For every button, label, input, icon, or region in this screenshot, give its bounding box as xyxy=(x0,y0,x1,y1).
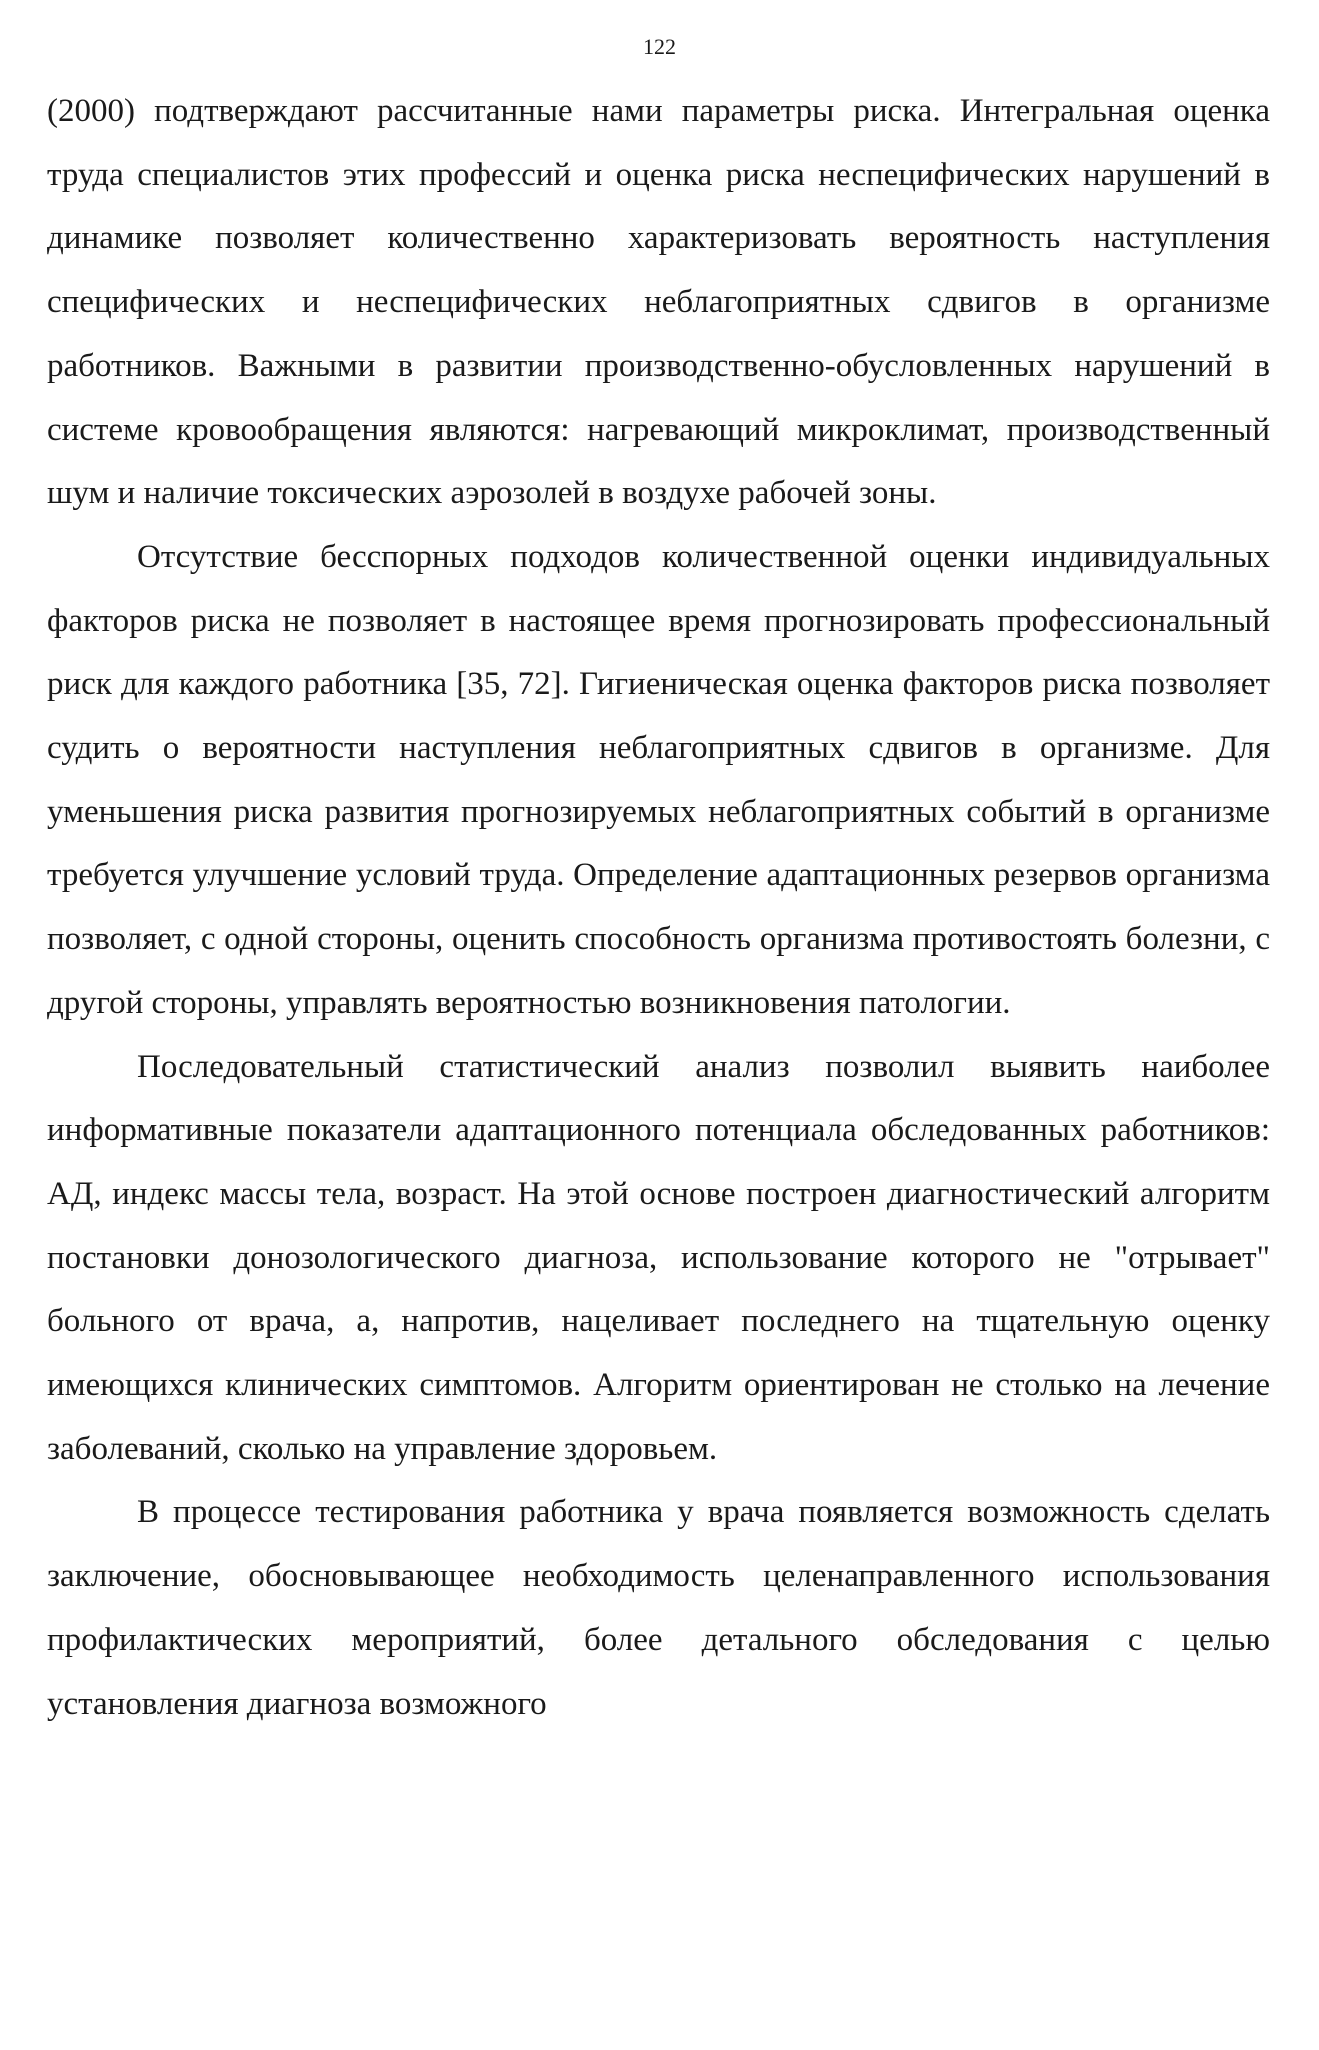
paragraph-testing-process: В процессе тестирования работника у врача появляется возможность сделать заключение, обосновывающее необходимость целенаправленного использования профилактических мероприятий, более детального обследования с целью установления диагноза возможного xyxy=(47,1494,1270,1722)
paragraph-risk-factors: Отсутствие бесспорных подходов количественной оценки индивидуальных факторов риска не позволяет в настоящее время прогнозировать профессиональный риск для каждого работника [35, 72]. Гигиеническая оценка факторов риска позволяет судить о вероятности наступления неблагоприятных сдвигов в организме. Для уменьшения риска развития прогнозируемых неблагоприятных событий в организме требуется улучшение условий труда. Определение адаптационных резервов организма позволяет, с одной стороны, оценить способность организма противостоять болезни, с другой стороны, управлять вероятностью возникновения патологии. xyxy=(47,538,1270,1021)
document-body xyxy=(47,80,1270,1736)
paragraph-continuation: (2000) подтверждают рассчитанные нами параметры риска. Интегральная оценка труда специалистов этих профессий и оценка риска неспецифических нарушений в динамике позволяет количественно характеризовать вероятность наступления специфических и неспецифических неблагоприятных сдвигов в организме работников. Важными в развитии производственно-обусловленных нарушений в системе кровообращения являются: нагревающий микроклимат, производственный шум и наличие токсических аэрозолей в воздухе рабочей зоны. xyxy=(47,93,1270,512)
paragraph-statistical-analysis: Последовательный статистический анализ позволил выявить наиболее информативные показатели адаптационного потенциала обследованных работников: АД, индекс массы тела, возраст. На этой основе построен диагностический алгоритм постановки донозологического диагноза, использование которого не "отрывает" больного от врача, а, напротив, нацеливает последнего на тщательную оценку имеющихся клинических симптомов. Алгоритм ориентирован не столько на лечение заболеваний, сколько на управление здоровьем. xyxy=(47,1048,1270,1467)
page-number: 122 xyxy=(643,34,676,59)
